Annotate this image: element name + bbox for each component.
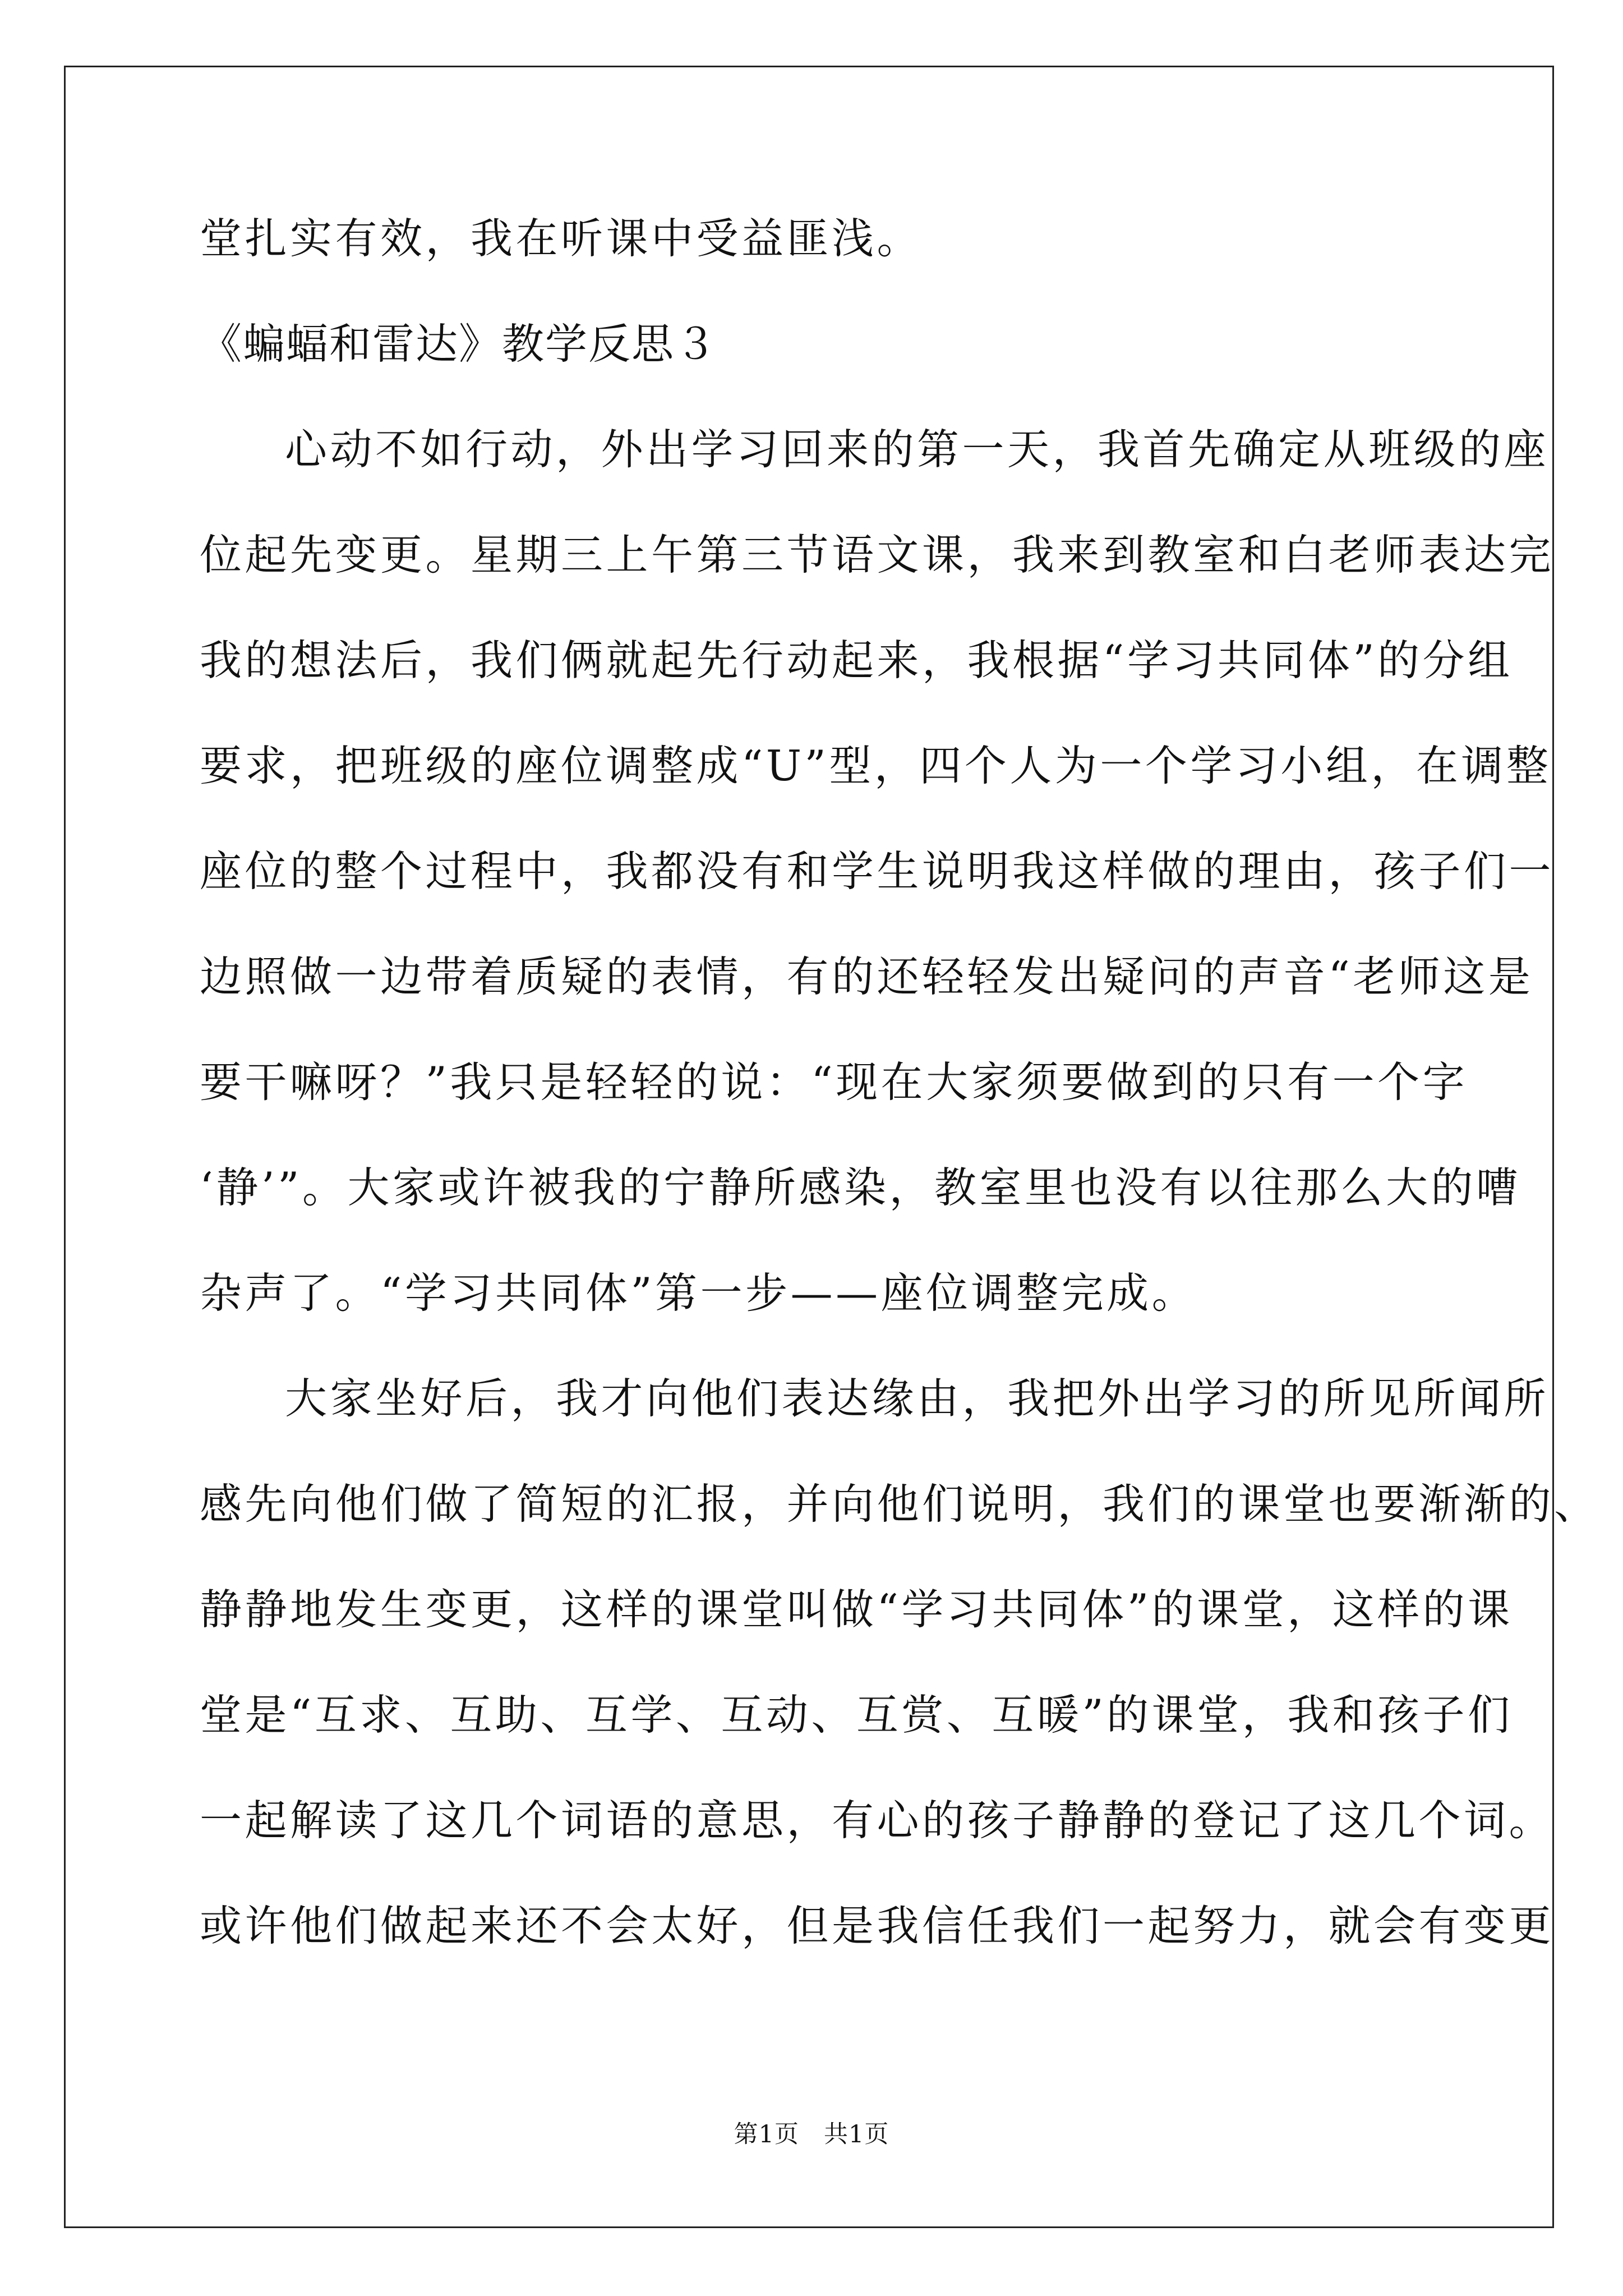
document-body	[200, 213, 1599, 2006]
paragraph-start-line: 大家坐好后，我才向他们表达缘由，我把外出学习的所见所闻所	[285, 1374, 1550, 1423]
text-line: 感先向他们做了简短的汇报，并向他们说明，我们的课堂也要渐渐的、	[200, 1479, 1599, 1529]
page-number-footer: 第1页 共1页	[734, 2120, 889, 2148]
text-line: 边照做一边带着质疑的表情，有的还轻轻发出疑问的声音“老师这是	[200, 952, 1534, 1001]
text-line: ‘静’”。大家或许被我的宁静所感染，教室里也没有以往那么大的嘈	[200, 1163, 1521, 1212]
text-line: 座位的整个过程中，我都没有和学生说明我这样做的理由，孩子们一	[200, 846, 1555, 896]
text-line: 要求，把班级的座位调整成“U”型，四个人为一个学习小组，在调整	[200, 741, 1552, 790]
text-line: 我的想法后，我们俩就起先行动起来，我根据“学习共同体”的分组	[200, 636, 1513, 685]
text-line: 或许他们做起来还不会太好，但是我信任我们一起努力，就会有变更	[200, 1901, 1555, 1950]
text-line: 要干嘛呀？”我只是轻轻的说：“现在大家须要做到的只有一个字	[200, 1057, 1468, 1107]
text-line: 位起先变更。星期三上午第三节语文课，我来到教室和白老师表达完	[200, 530, 1555, 579]
text-line: 一起解读了这几个词语的意思，有心的孩子静静的登记了这几个词。	[200, 1796, 1555, 1845]
text-line: 静静地发生变更，这样的课堂叫做“学习共同体”的课堂，这样的课	[200, 1585, 1513, 1634]
text-line: 杂声了。“学习共同体”第一步——座位调整完成。	[200, 1268, 1197, 1318]
paragraph-start-line: 心动不如行动，外出学习回来的第一天，我首先确定从班级的座	[285, 425, 1550, 474]
text-line: 堂扎实有效，我在听课中受益匪浅。	[200, 214, 923, 263]
text-line: 堂是“互求、互助、互学、互动、互赏、互暖”的课堂，我和孩子们	[200, 1690, 1513, 1740]
section-title: 《蝙蝠和雷达》教学反思３	[200, 319, 718, 369]
